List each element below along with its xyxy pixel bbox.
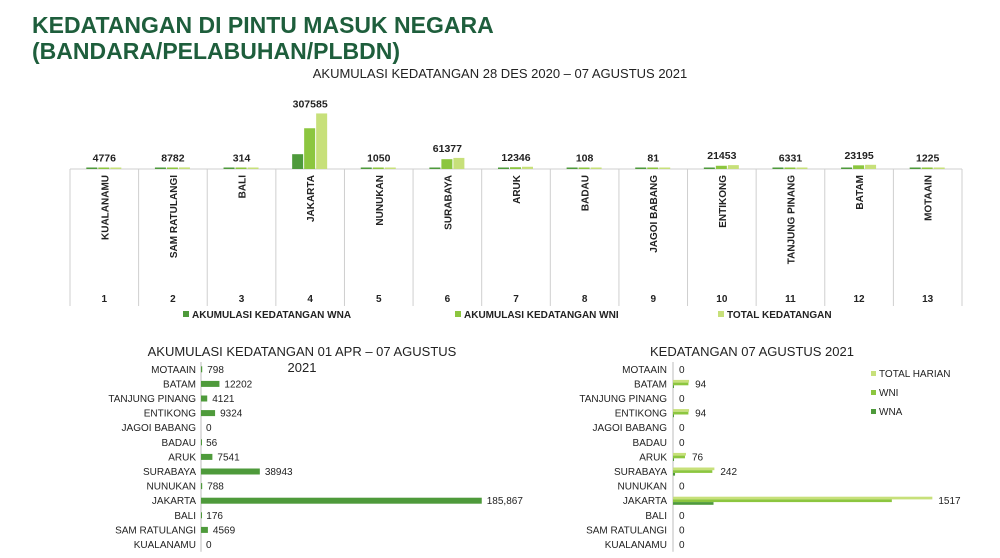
page-title-line2: (BANDARA/PELABUHAN/PLBDN) (32, 38, 400, 64)
top-category-number: 4 (307, 294, 313, 305)
top-bar-wni (922, 168, 933, 170)
top-bar-wni (716, 166, 727, 169)
top-chart-subtitle: AKUMULASI KEDATANGAN 28 DES 2020 – 07 AGUSTUS 2021 (312, 66, 688, 81)
top-bar-wna (841, 168, 852, 170)
top-category-label: NUNUKAN (374, 175, 386, 226)
left-bar (201, 498, 482, 504)
top-bar-wna (704, 168, 715, 170)
top-data-label: 4776 (92, 152, 116, 165)
top-bar-wna (292, 154, 303, 169)
top-data-label: 1050 (367, 152, 391, 165)
left-chart-title: AKUMULASI KEDATANGAN 01 APR – 07 AGUSTUS (147, 344, 457, 359)
top-bar-wni (167, 168, 178, 170)
top-bar-wna (910, 168, 921, 170)
left-data-label: 12202 (224, 379, 253, 391)
top-bar-wni (236, 168, 247, 170)
top-bar-total (865, 165, 876, 169)
legend-swatch (718, 311, 724, 317)
top-bar-total (110, 168, 121, 170)
top-bar-total (385, 168, 396, 170)
right-category-label: MOTAAIN (622, 364, 667, 376)
right-chart-title: KEDATANGAN 07 AGUSTUS 2021 (650, 344, 854, 359)
top-bar-wni (853, 165, 864, 169)
top-category-number: 10 (716, 294, 728, 305)
top-category-label: ARUK (512, 175, 523, 204)
top-data-label: 81 (647, 152, 660, 165)
top-data-label: 314 (232, 152, 251, 165)
top-bar-total (591, 168, 602, 170)
left-bar (201, 410, 215, 416)
right-category-label: ENTIKONG (614, 408, 667, 420)
page-title-line1: KEDATANGAN DI PINTU MASUK NEGARA (32, 12, 494, 38)
right-legend-swatch (871, 409, 876, 414)
top-data-label: 8782 (161, 152, 185, 165)
top-data-label: 12346 (501, 151, 531, 164)
top-data-label: 108 (575, 152, 594, 165)
legend-label: AKUMULASI KEDATANGAN WNA (192, 310, 352, 321)
top-bar-wna (361, 168, 372, 170)
right-bar-wna (673, 458, 674, 461)
left-bar (201, 512, 202, 518)
right-category-label: BALI (645, 510, 667, 522)
right-data-label: 94 (695, 379, 707, 391)
top-bar-wni (647, 168, 658, 170)
left-bar (201, 396, 207, 402)
right-data-label: 0 (679, 540, 685, 551)
top-data-label: 307585 (292, 98, 328, 111)
top-category-label: JAKARTA (306, 175, 318, 223)
top-bar-total (934, 168, 945, 170)
left-bar (201, 483, 202, 489)
top-category-number: 2 (170, 294, 176, 305)
top-category-number: 3 (238, 294, 245, 305)
right-bar-total (673, 453, 686, 456)
top-data-label: 61377 (432, 142, 462, 155)
left-category-label: BALI (174, 510, 196, 522)
right-bar-wni (673, 412, 688, 415)
top-bar-wna (155, 168, 166, 170)
right-category-label: SURABAYA (614, 467, 667, 478)
top-bar-total (728, 165, 739, 169)
right-data-label: 0 (679, 423, 685, 435)
right-bar-total (673, 409, 689, 412)
top-bar-wna (224, 168, 235, 170)
right-bar-wna (673, 502, 714, 505)
right-data-label: 0 (679, 510, 685, 522)
top-category-number: 7 (513, 294, 519, 305)
left-bar (201, 454, 212, 460)
top-data-label: 23195 (844, 149, 874, 162)
right-bar-wna (673, 415, 674, 418)
top-category-label: MOTAAIN (923, 175, 935, 221)
left-data-label: 9324 (220, 408, 243, 420)
right-category-label: NUNUKAN (617, 481, 667, 493)
top-category-number: 11 (785, 294, 796, 305)
top-bar-wni (373, 168, 384, 170)
top-bar-wni (510, 167, 521, 169)
right-data-label: 0 (679, 525, 685, 537)
left-category-label: MOTAAIN (151, 364, 196, 376)
top-category-label: ENTIKONG (717, 175, 729, 228)
left-category-label: TANJUNG PINANG (108, 394, 196, 405)
right-data-label: 0 (679, 437, 685, 449)
right-category-label: JAGOI BABANG (592, 423, 667, 435)
right-data-label: 0 (679, 364, 685, 376)
right-legend-label: WNA (879, 407, 903, 418)
left-bar (201, 469, 260, 475)
legend-label: TOTAL KEDATANGAN (727, 310, 832, 321)
right-bar-wna (673, 473, 675, 476)
right-data-label: 0 (679, 394, 685, 405)
left-bar (201, 439, 202, 445)
left-data-label: 0 (206, 423, 212, 435)
right-category-label: KUALANAMU (604, 540, 667, 551)
top-data-label: 6331 (778, 152, 803, 165)
legend-label: AKUMULASI KEDATANGAN WNI (464, 310, 619, 321)
top-category-label: BATAM (855, 175, 867, 210)
left-data-label: 38943 (264, 467, 293, 478)
left-data-label: 7541 (217, 452, 240, 464)
top-bar-total (796, 168, 807, 170)
top-bar-wna (429, 168, 440, 170)
left-category-label: SAM RATULANGI (115, 525, 196, 537)
right-legend-swatch (871, 390, 876, 395)
top-category-label: KUALANAMU (100, 175, 112, 240)
top-category-label: JAGOI BABANG (649, 175, 661, 253)
top-category-number: 9 (650, 294, 657, 305)
top-category-number: 5 (375, 294, 382, 305)
top-bar-wna (772, 168, 783, 170)
left-data-label: 176 (206, 510, 223, 522)
top-category-label: SAM RATULANGI (168, 175, 180, 259)
top-category-number: 13 (922, 294, 934, 305)
left-data-label: 56 (206, 437, 218, 449)
top-bar-wni (579, 168, 590, 170)
right-bar-wni (673, 383, 688, 386)
right-bar-wni (673, 456, 685, 459)
top-bar-total (659, 168, 670, 170)
left-category-label: BATAM (163, 379, 196, 391)
left-bar (201, 527, 208, 533)
left-data-label: 788 (207, 481, 224, 493)
top-bar-wni (441, 159, 452, 169)
left-chart-title-year: 2021 (287, 360, 317, 375)
top-category-number: 6 (444, 294, 451, 305)
right-legend-label: WNI (879, 388, 899, 399)
top-category-label: BADAU (580, 175, 592, 212)
right-data-label: 0 (679, 481, 685, 493)
left-category-label: ARUK (168, 452, 196, 464)
right-bar-wni (673, 499, 892, 502)
top-bar-wna (567, 168, 578, 170)
right-bar-total (673, 380, 689, 383)
left-data-label: 4569 (212, 525, 236, 537)
right-category-label: JAKARTA (622, 496, 667, 508)
top-bar-wna (86, 168, 97, 170)
left-bar (201, 381, 219, 387)
top-bar-total (248, 168, 259, 170)
top-bar-wni (304, 128, 315, 169)
left-bar (201, 366, 202, 372)
left-category-label: NUNUKAN (146, 481, 196, 493)
right-legend-label: TOTAL HARIAN (879, 369, 951, 380)
right-data-label: 1517 (938, 496, 961, 508)
right-category-label: BADAU (632, 437, 667, 449)
top-bar-wni (98, 168, 109, 170)
right-category-label: ARUK (639, 452, 667, 464)
top-bar-total (179, 167, 190, 169)
top-category-label: SURABAYA (443, 175, 455, 230)
left-category-label: JAGOI BABANG (121, 423, 196, 435)
top-bar-wna (635, 168, 646, 170)
right-data-label: 242 (720, 467, 738, 478)
right-legend-swatch (871, 371, 876, 376)
top-category-number: 1 (101, 294, 108, 305)
left-data-label: 185,867 (486, 496, 523, 508)
right-data-label: 94 (695, 408, 707, 420)
top-bar-wni (784, 168, 795, 170)
left-category-label: BADAU (161, 437, 196, 449)
top-bar-total (453, 158, 464, 169)
legend-swatch (183, 311, 189, 317)
top-data-label: 21453 (707, 150, 737, 163)
left-data-label: 4121 (212, 394, 235, 405)
left-category-label: SURABAYA (143, 467, 196, 478)
left-category-label: JAKARTA (151, 496, 196, 508)
top-category-label: TANJUNG PINANG (786, 175, 798, 265)
right-bar-wni (673, 470, 712, 473)
right-bar-wna (673, 385, 674, 388)
top-category-number: 12 (853, 294, 865, 305)
top-bar-total (522, 167, 533, 169)
left-category-label: KUALANAMU (133, 540, 196, 551)
top-category-number: 8 (581, 294, 588, 305)
top-category-label: BALI (237, 175, 249, 199)
right-category-label: SAM RATULANGI (586, 525, 667, 537)
right-bar-total (673, 468, 714, 471)
top-data-label: 1225 (916, 152, 940, 165)
right-data-label: 76 (691, 452, 704, 464)
left-category-label: ENTIKONG (143, 408, 196, 420)
right-bar-total (673, 497, 932, 500)
top-bar-total (316, 113, 327, 169)
top-bar-wna (498, 168, 509, 170)
right-category-label: TANJUNG PINANG (579, 394, 667, 405)
legend-swatch (455, 311, 461, 317)
right-category-label: BATAM (634, 379, 667, 391)
left-data-label: 0 (206, 540, 212, 551)
left-data-label: 798 (207, 364, 224, 376)
